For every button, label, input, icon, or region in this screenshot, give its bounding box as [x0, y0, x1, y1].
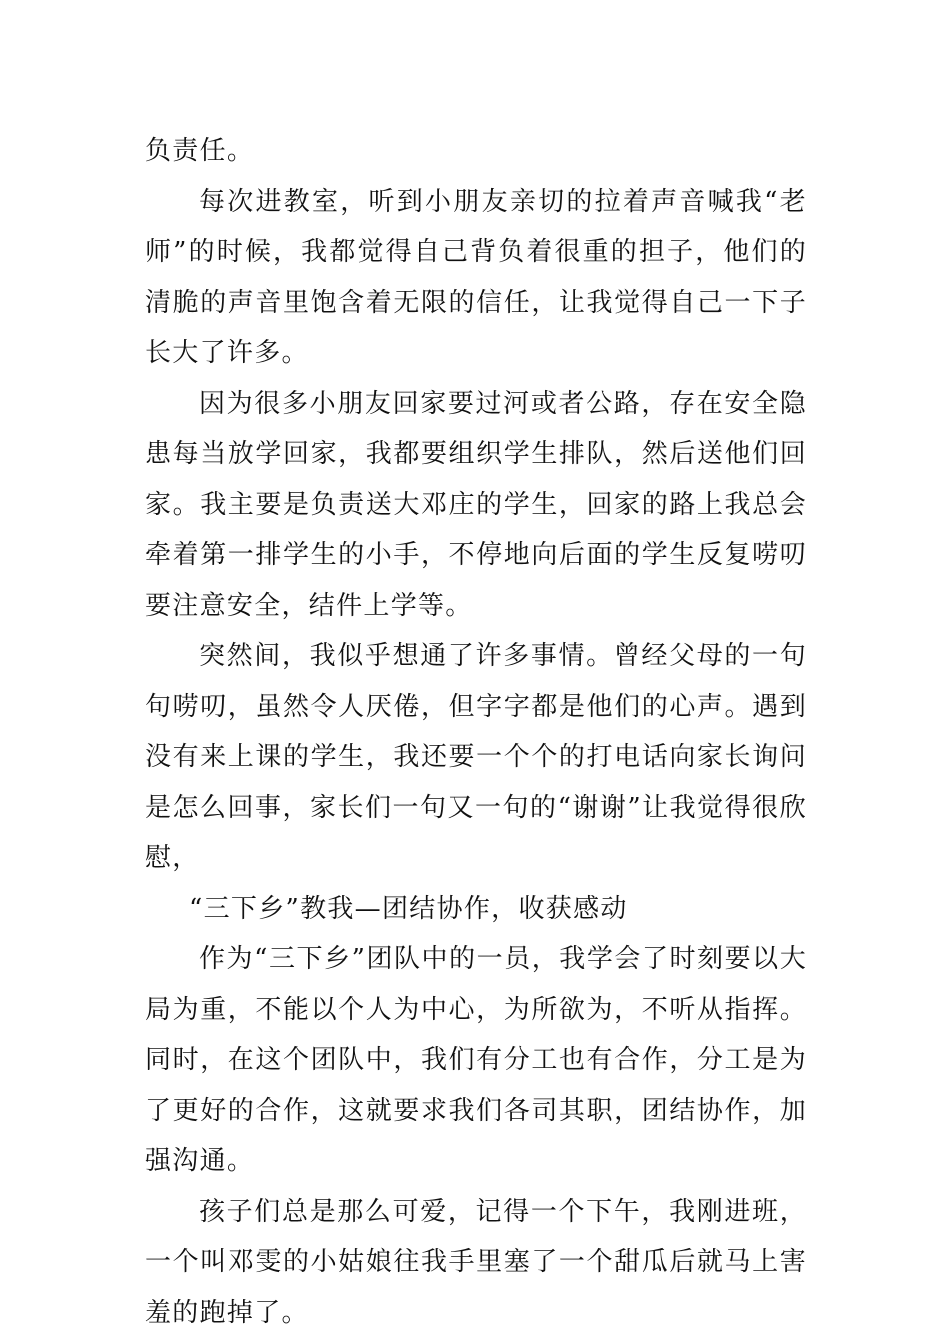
document-body	[145, 126, 807, 1338]
paragraph-realization: 突然间，我似乎想通了许多事情。曾经父母的一句句唠叨，虽然令人厌倦，但字字都是他们的心声。遇到没有来上课的学生，我还要一个个的打电话向家长询问是怎么回事，家长们一句又一句的“谢谢”让我觉得很欣慰，	[145, 641, 807, 873]
section-heading: “三下乡”教我—团结协作，收获感动	[189, 893, 628, 924]
paragraph-children: 孩子们总是那么可爱，记得一个下午，我刚进班，一个叫邓雯的小姑娘往我手里塞了一个甜瓜后就马上害羞的跑掉了。	[145, 1196, 807, 1328]
paragraph-teamwork: 作为“三下乡”团队中的一员，我学会了时刻要以大局为重，不能以个人为中心，为所欲为，不听从指挥。同时，在这个团队中，我们有分工也有合作，分工是为了更好的合作，这就要求我们各司其职，团结协作，加强沟通。	[145, 944, 807, 1176]
paragraph-continuation: 负责任。	[145, 136, 255, 166]
paragraph-classroom: 每次进教室，听到小朋友亲切的拉着声音喊我“老师”的时候，我都觉得自己背负着很重的担子，他们的清脆的声音里饱含着无限的信任，让我觉得自己一下子长大了许多。	[145, 186, 807, 368]
paragraph-safety: 因为很多小朋友回家要过河或者公路，存在安全隐患每当放学回家，我都要组织学生排队，然后送他们回家。我主要是负责送大邓庄的学生，回家的路上我总会牵着第一排学生的小手，不停地向后面的学生反复唠叨要注意安全，结件上学等。	[145, 388, 807, 621]
